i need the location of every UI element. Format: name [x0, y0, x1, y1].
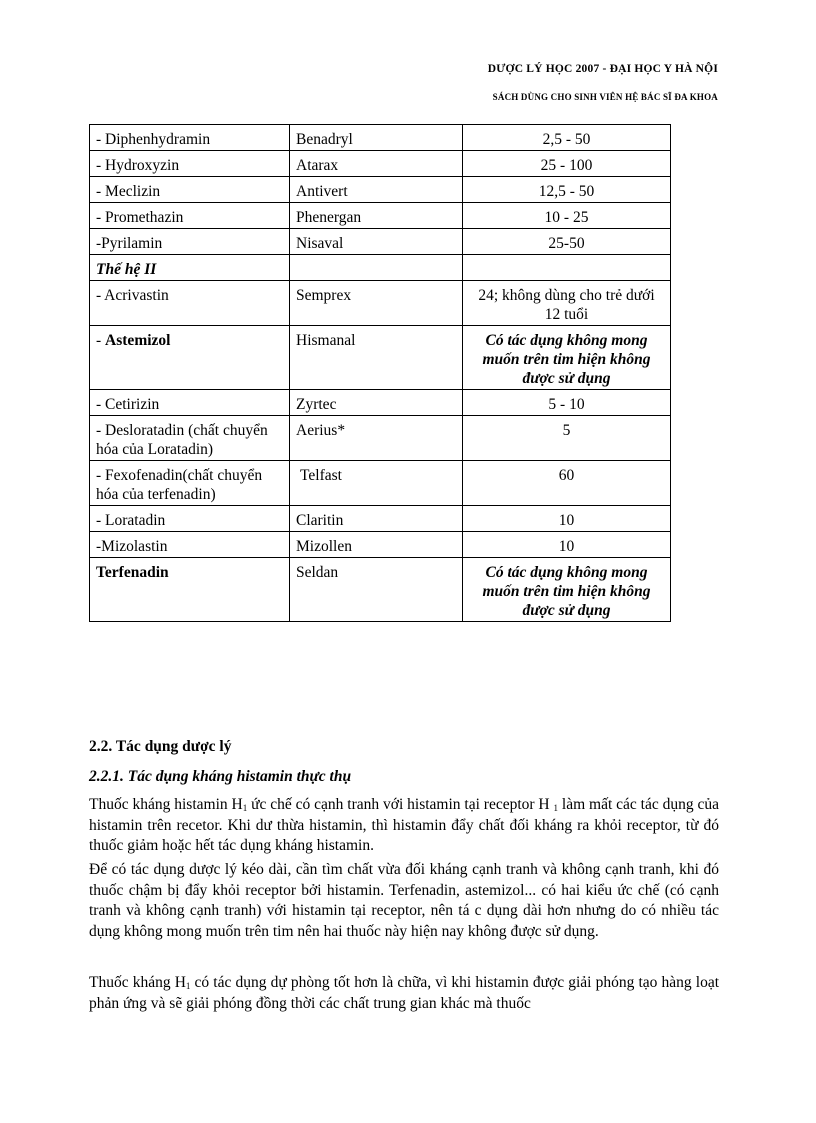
- dose: 10 - 25: [463, 203, 671, 229]
- header-title: DƯỢC LÝ HỌC 2007 - ĐẠI HỌC Y HÀ NỘI: [487, 63, 718, 75]
- drug-name: - Desloratadin (chất chuyển hóa của Loratadin): [90, 416, 290, 461]
- drug-name: - Fexofenadin(chất chuyển hóa của terfenadin): [90, 461, 290, 506]
- table-row: [90, 151, 671, 177]
- brand-name: Claritin: [290, 506, 463, 532]
- table-row: [90, 416, 671, 461]
- dose: 5 - 10: [463, 390, 671, 416]
- text-run: Thuốc kháng H: [89, 974, 186, 991]
- brand-name: Zyrtec: [290, 390, 463, 416]
- brand-name: Mizollen: [290, 532, 463, 558]
- table-row: [90, 326, 671, 390]
- text-run: ức chế có cạnh tranh với histamin tại receptor H: [247, 796, 554, 813]
- paragraph: [89, 795, 719, 857]
- drug-name: - Hydroxyzin: [90, 151, 290, 177]
- brand-name: Antivert: [290, 177, 463, 203]
- table-row: [90, 558, 671, 622]
- drug-prefix: -: [96, 332, 106, 349]
- brand-name: Aerius*: [290, 416, 463, 461]
- drug-name-bold: Astemizol: [105, 332, 171, 349]
- brand-name: Seldan: [290, 558, 463, 622]
- drug-name: - Acrivastin: [90, 281, 290, 326]
- drug-name: - Promethazin: [90, 203, 290, 229]
- empty-cell: [290, 255, 463, 281]
- dose: 25 - 100: [463, 151, 671, 177]
- drug-name: -Mizolastin: [90, 532, 290, 558]
- dose: 10: [463, 506, 671, 532]
- dose: 24; không dùng cho trẻ dưới 12 tuổi: [463, 281, 671, 326]
- text-run: có tác dụng dự phòng tốt hơn là chữa, vì khi histamin được giải phóng tạo hàng loạt phản ứng và sẽ giải phóng đồng thời các chất trung gian khác mà thuốc: [89, 974, 720, 1012]
- table-row: [90, 125, 671, 151]
- table-row: [90, 390, 671, 416]
- table-row: [90, 461, 671, 506]
- drug-name: - Meclizin: [90, 177, 290, 203]
- drug-name: Terfenadin: [90, 558, 290, 622]
- dose-warning: Có tác dụng không mong muốn trên tim hiện không được sử dụng: [463, 558, 671, 622]
- paragraph: Để có tác dụng dược lý kéo dài, cần tìm chất vừa đối kháng cạnh tranh và không cạnh tranh, khi đó thuốc chậm bị đẩy khỏi receptor bởi histamin. Terfenadin, astemizol... có hai kiểu ức chế (có cạnh tranh và không cạnh tranh) với histamin tại receptor, nên tá c dụng dài hơn nhưng do có nhiều tác dụng không mong muốn trên tim nên hai thuốc này hiện nay không được sử dụng.: [89, 861, 719, 940]
- text-run: Thuốc kháng histamin H: [89, 796, 243, 813]
- generation-heading: Thế hệ II: [90, 255, 290, 281]
- drug-name: - Diphenhydramin: [90, 125, 290, 151]
- brand-name: Atarax: [290, 151, 463, 177]
- subscript: 1: [553, 803, 559, 813]
- brand-name: Benadryl: [290, 125, 463, 151]
- section-heading: 2.2. Tác dụng dược lý: [89, 738, 232, 755]
- text-run: làm mất các tác dụng của histamin trên recetor. Khi dư thừa histamin, thì histamin đẩy chất đối kháng ra khỏi receptor, từ đó thuốc giảm hoặc hết tác dụng kháng histamin.: [89, 796, 719, 854]
- table-row: [90, 177, 671, 203]
- drug-name: -Pyrilamin: [90, 229, 290, 255]
- dose: 12,5 - 50: [463, 177, 671, 203]
- empty-cell: [463, 255, 671, 281]
- subscript: 1: [242, 803, 248, 813]
- brand-name: Phenergan: [290, 203, 463, 229]
- dose: 25-50: [463, 229, 671, 255]
- brand-name: Hismanal: [290, 326, 463, 390]
- brand-name: Semprex: [290, 281, 463, 326]
- paragraph: [89, 973, 719, 1014]
- dose: 2,5 - 50: [463, 125, 671, 151]
- subscript: 1: [185, 981, 191, 991]
- table-row: [90, 281, 671, 326]
- drug-name: [90, 326, 290, 390]
- subsection-heading: 2.2.1. Tác dụng kháng histamin thực thụ: [89, 768, 352, 785]
- table-row: [90, 506, 671, 532]
- dose: 5: [463, 416, 671, 461]
- table-row: [90, 532, 671, 558]
- table-row: [90, 203, 671, 229]
- brand-name: Nisaval: [290, 229, 463, 255]
- dose-warning: Có tác dụng không mong muốn trên tim hiện không được sử dụng: [463, 326, 671, 390]
- dose: 60: [463, 461, 671, 506]
- header-subtitle: SÁCH DÙNG CHO SINH VIÊN HỆ BÁC SĨ ĐA KHOA: [492, 92, 718, 102]
- drug-name: - Cetirizin: [90, 390, 290, 416]
- dose: 10: [463, 532, 671, 558]
- drug-name: - Loratadin: [90, 506, 290, 532]
- generation-row: [90, 255, 671, 281]
- table-row: [90, 229, 671, 255]
- brand-name: Telfast: [290, 461, 463, 506]
- antihistamine-table: [89, 124, 671, 622]
